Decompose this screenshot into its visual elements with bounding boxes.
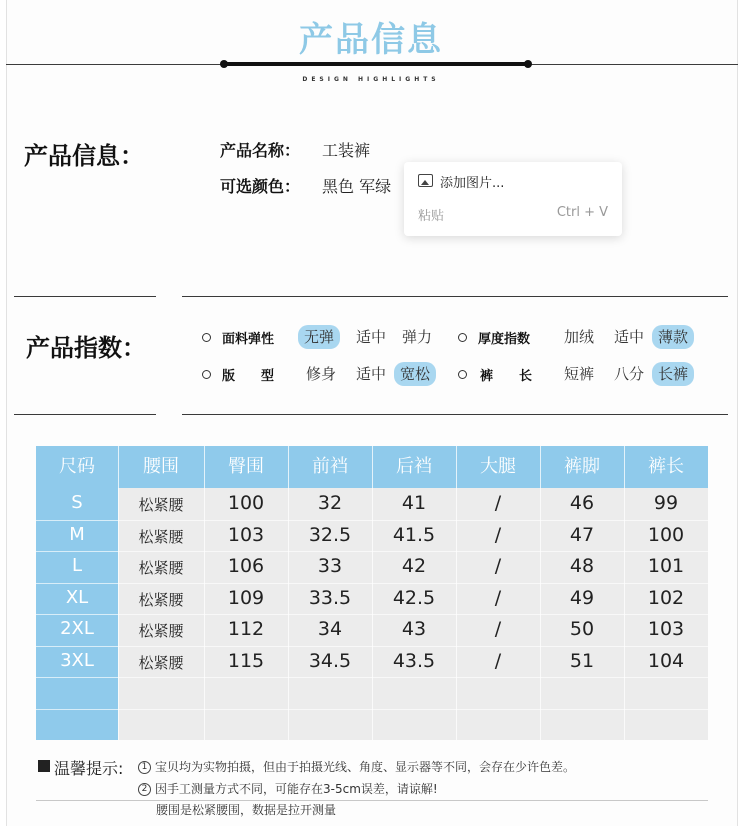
table-cell: 32.5 <box>308 523 352 546</box>
table-cell: 106 <box>227 555 265 577</box>
divider-right-top <box>182 296 728 297</box>
footer-divider <box>36 800 708 801</box>
table-row-divider <box>36 551 708 552</box>
index-option: 修身 <box>306 365 337 383</box>
table-cell: 松紧腰 <box>138 653 184 672</box>
table-cell: 103 <box>227 523 265 546</box>
tip-text-1: 宝贝均为实物拍摄，但由于拍摄光线、角度、显示器等不同，会存在少许色差。 <box>155 760 576 774</box>
index-option: 适中 <box>356 365 387 383</box>
table-cell: 99 <box>653 492 679 514</box>
table-header-cell: 大腿 <box>480 456 516 477</box>
tip-number-2: 2 <box>138 783 151 796</box>
table-cell: 104 <box>647 649 685 672</box>
index-key-thickness: 厚度指数 <box>478 332 531 347</box>
index-option: 加绒 <box>564 328 595 346</box>
color-value: 黑色 军绿 <box>322 177 392 196</box>
table-cell: 43 <box>401 618 427 640</box>
table-row-divider <box>36 520 708 521</box>
header-dot-left <box>220 60 228 68</box>
index-option: 弹力 <box>402 328 433 346</box>
index-option: 八分 <box>614 365 645 383</box>
size-label-cell: 2XL <box>60 618 94 639</box>
table-cell: 49 <box>569 586 595 609</box>
size-label-cell: XL <box>65 586 89 608</box>
table-row-divider <box>36 646 708 647</box>
paste-shortcut: Ctrl + V <box>556 205 608 220</box>
table-cell: / <box>494 523 502 546</box>
table-cell: 100 <box>647 523 685 546</box>
table-cell: 松紧腰 <box>138 527 184 546</box>
table-cell: 115 <box>227 649 265 672</box>
table-cell: 42.5 <box>392 586 436 609</box>
table-cell: 34.5 <box>308 649 352 672</box>
size-label-cell: 3XL <box>60 649 94 671</box>
size-table <box>36 446 708 740</box>
table-row-divider <box>36 614 708 615</box>
info-section-label: 产品信息： <box>24 142 144 170</box>
tip-line-2 <box>138 780 438 797</box>
index-option-selected: 薄款 <box>652 325 694 349</box>
tip-line-1 <box>138 758 575 775</box>
header-accent-bar <box>224 62 528 66</box>
index-option-selected: 宽松 <box>394 362 436 386</box>
tip-number-1: 1 <box>138 761 151 774</box>
bullet-icon <box>202 333 211 342</box>
size-label-cell: S <box>71 492 83 513</box>
table-cell: 33 <box>317 555 343 577</box>
tip-text-2: 因手工测量方式不同，可能存在3-5cm误差，请谅解! <box>155 782 438 796</box>
table-cell: 112 <box>227 618 265 640</box>
table-column-divider <box>372 446 373 740</box>
table-cell: / <box>494 586 502 609</box>
table-cell: 41 <box>401 492 427 514</box>
tips-title: 温馨提示: <box>54 759 124 778</box>
index-option: 适中 <box>356 328 387 346</box>
product-name-value: 工装裤 <box>322 141 371 160</box>
table-cell: / <box>494 618 502 640</box>
table-column-divider <box>288 446 289 740</box>
table-header-cell: 尺码 <box>59 456 95 477</box>
table-cell: / <box>494 555 502 577</box>
table-header-cell: 腰围 <box>143 456 179 477</box>
table-cell: / <box>494 649 502 672</box>
index-option-selected: 长裤 <box>652 362 694 386</box>
index-key-elasticity: 面料弹性 <box>222 332 275 347</box>
table-cell: 100 <box>227 492 265 514</box>
index-option-selected: 无弹 <box>298 325 340 349</box>
index-option: 适中 <box>614 328 645 346</box>
menu-item-add-image[interactable]: 添加图片... <box>440 176 505 191</box>
table-row-divider <box>36 709 708 710</box>
size-label-cell: L <box>71 555 83 576</box>
table-header-cell: 前裆 <box>312 456 348 477</box>
table-header-cell: 裤长 <box>648 456 684 477</box>
table-cell: 51 <box>569 649 595 672</box>
table-cell: 松紧腰 <box>138 622 184 640</box>
table-cell: 松紧腰 <box>138 559 184 577</box>
bullet-icon <box>458 370 467 379</box>
table-cell: 42 <box>401 555 427 577</box>
table-cell: 松紧腰 <box>138 496 184 514</box>
bullet-icon <box>202 370 211 379</box>
table-cell: / <box>494 492 502 514</box>
table-column-divider <box>624 446 625 740</box>
table-column-divider <box>540 446 541 740</box>
table-row-divider <box>36 677 708 678</box>
divider-right-bottom <box>182 414 728 415</box>
table-column-divider <box>118 446 119 740</box>
context-menu <box>404 162 622 236</box>
divider-left-top <box>14 296 156 297</box>
tip-text-3: 腰围是松紧腰围，数据是拉开测量 <box>156 803 337 817</box>
bullet-icon <box>458 333 467 342</box>
table-cell: 34 <box>317 618 343 640</box>
index-key-length: 裤 长 <box>480 369 533 384</box>
table-cell: 41.5 <box>392 523 436 546</box>
index-section-label: 产品指数： <box>26 334 146 362</box>
index-option: 短裤 <box>564 365 595 383</box>
index-key-fit: 版 型 <box>222 369 275 384</box>
table-cell: 46 <box>569 492 595 514</box>
table-row-divider <box>36 583 708 584</box>
table-cell: 47 <box>569 523 595 546</box>
menu-item-paste[interactable]: 粘贴 <box>418 209 445 224</box>
table-cell: 32 <box>317 492 343 514</box>
table-cell: 101 <box>647 555 685 577</box>
table-cell: 松紧腰 <box>138 590 184 609</box>
table-header-cell: 裤脚 <box>564 456 600 477</box>
header-subtitle: DESIGN HIGHLIGHTS <box>302 76 440 83</box>
table-column-divider <box>204 446 205 740</box>
table-cell: 102 <box>647 586 685 609</box>
image-icon <box>418 174 433 187</box>
divider-left-bottom <box>14 414 156 415</box>
page-title: 产品信息 <box>299 20 443 60</box>
size-label-cell: M <box>69 523 85 545</box>
table-cell: 43.5 <box>392 649 436 672</box>
table-cell: 33.5 <box>308 586 352 609</box>
header-dot-right <box>524 60 532 68</box>
table-column-divider <box>456 446 457 740</box>
table-header-cell: 后裆 <box>396 456 432 477</box>
tip-marker-icon <box>38 760 50 772</box>
table-cell: 50 <box>569 618 595 640</box>
table-cell: 109 <box>227 586 265 609</box>
color-key: 可选颜色： <box>220 177 301 196</box>
table-header-cell: 臀围 <box>228 456 264 477</box>
table-cell: 103 <box>647 618 685 640</box>
product-name-key: 产品名称： <box>220 141 301 160</box>
table-cell: 48 <box>569 555 595 577</box>
